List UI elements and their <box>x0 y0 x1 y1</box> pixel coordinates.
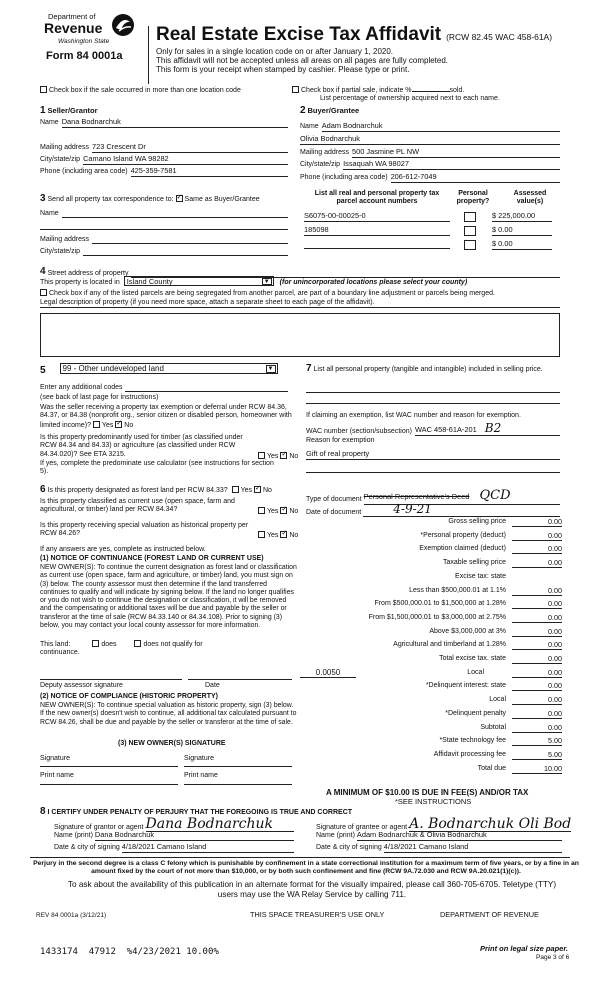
tax-row-label: Above $3,000,000 at 3% <box>429 627 506 635</box>
tax-row-value[interactable]: 0.00 <box>512 724 562 733</box>
owner-signature-label: Signature <box>40 755 70 762</box>
parcel-col-header: List all real and personal property tax parcel account numbers <box>314 190 440 206</box>
grantor-sig-row <box>54 818 294 832</box>
this-land-label: This land: <box>40 641 71 648</box>
grantor-date-field[interactable]: 4/18/2021 Camano Island <box>122 843 294 853</box>
current-use-question: Is this property classified as current use (open space, farm and agricultural, or timber) land per RCW 84.34? <box>40 498 235 514</box>
grantee-signature[interactable]: A. Bodnarchuk Oli Bod <box>409 816 572 832</box>
tax-row-label: From $500,000.01 to $1,500,000 at 1.28% <box>374 600 506 608</box>
notice2-title: (2) NOTICE OF COMPLIANCE (HISTORIC PROPERTY) <box>40 693 218 700</box>
grantor-name-label: Name (print) <box>54 832 93 840</box>
tax-row-label: Subtotal <box>480 723 506 731</box>
seller-name-row <box>40 118 288 128</box>
codes-note: (see back of last page for instructions) <box>40 394 159 401</box>
grantee-date-label: Date & city of signing <box>316 844 382 852</box>
tax-row-value[interactable]: 0.00 <box>512 600 562 609</box>
forest-no-checkbox[interactable] <box>254 486 261 493</box>
timber-yes-checkbox[interactable] <box>258 452 265 459</box>
chevron-down-icon[interactable]: ▼ <box>262 278 272 285</box>
minimum-note: A MINIMUM OF $10.00 IS DUE IN FEE(S) AND/OR TAX <box>326 788 529 797</box>
if-yes-note: If any answers are yes, complete as instructed below. <box>40 546 206 553</box>
codes-label: Enter any additional codes <box>40 384 123 391</box>
seller-name-field[interactable]: Dana Bodnarchuk <box>62 118 288 128</box>
seller-heading-text: Seller/Grantor <box>47 106 98 115</box>
county-select[interactable] <box>124 276 274 286</box>
tax-row-value[interactable]: 0.00 <box>512 641 562 650</box>
no-label: No <box>124 421 134 429</box>
yes-label: Yes <box>240 487 253 494</box>
historic-question: Is this property receiving special valuation as historical property per RCW 84.26? <box>40 522 249 538</box>
wac-handwritten: B2 <box>484 421 502 435</box>
doc-date-label: Date of document <box>306 509 362 516</box>
tax-row-value[interactable]: 0.00 <box>512 669 562 678</box>
section-number: 2 <box>300 105 306 116</box>
doc-date-handwritten: 4-9-21 <box>393 502 432 516</box>
does-not-checkbox[interactable] <box>134 640 141 647</box>
parcel-number-field[interactable]: S6075-00-00025-0 <box>304 212 450 222</box>
doc-type-label: Type of document <box>306 496 362 504</box>
grantee-date-field[interactable]: 4/18/2021 Camano Island <box>384 843 562 853</box>
no-label: No <box>263 487 272 494</box>
header-line1: Only for sales in a single location code on or after January 1, 2020. <box>156 47 394 56</box>
seller-name-label: Name <box>40 119 59 127</box>
title-text: Real Estate Excise Tax Affidavit <box>156 24 442 45</box>
same-as-buyer-checkbox[interactable] <box>176 195 183 202</box>
tax-row-label: *Personal property (deduct) <box>420 531 506 539</box>
grantee-name-field[interactable]: Adam Bodnarchuk & Olivia Bodnarchuk <box>357 831 562 841</box>
yes-label: Yes <box>267 508 279 515</box>
dept-revenue: DEPARTMENT OF REVENUE <box>440 910 539 919</box>
yes-label: Yes <box>267 453 279 460</box>
rev-number: REV 84 0001a (3/12/21) <box>36 912 107 919</box>
no-label: No <box>289 508 299 515</box>
exemption-question-text: Was the seller receiving a property tax exemption or deferral under RCW 84.36, 84.37, or 84.38 (nonprofit org., senior citizen or disabled person, homeowner with limited income)? <box>40 404 292 429</box>
tax-row-label: Local <box>467 668 484 676</box>
exemption-question <box>40 404 298 430</box>
forest-question <box>40 484 272 496</box>
page-number: Page 3 of 6 <box>536 954 570 961</box>
county-row <box>40 276 467 287</box>
tax-row-label: Total excise tax. state <box>439 655 506 662</box>
tax-row-label: Total due <box>477 764 506 772</box>
street-address-label: Street address of property <box>47 269 129 277</box>
grantor-name-row <box>54 831 294 841</box>
grantor-date-label: Date & city of signing <box>54 844 120 852</box>
see-instructions: *SEE INSTRUCTIONS <box>395 797 472 806</box>
parcel-row <box>304 212 560 223</box>
seller-mailing-field[interactable]: 723 Crescent Dr <box>92 143 288 153</box>
land-use-value: 99 - Other undeveloped land <box>62 364 164 373</box>
wac-value: WAC 458-61A-201 <box>414 425 477 434</box>
assessed-value-field[interactable]: $ 0.00 <box>492 240 552 250</box>
section-number: 7 <box>306 363 312 374</box>
dept-line2: Revenue <box>44 20 103 36</box>
seller-mailing-row <box>40 143 288 153</box>
no-label: No <box>289 453 299 460</box>
current-use-answers <box>258 507 298 516</box>
multi-location-label: Check box if the sale occurred in more than one location code <box>49 87 241 94</box>
historic-answers <box>258 531 298 540</box>
grantee-sig-label: Signature of grantee or agent <box>316 823 408 831</box>
tax-row-value[interactable]: 0.00 <box>512 682 562 691</box>
header-line3: This form is your receipt when stamped by cashier. Please type or print. <box>156 65 410 74</box>
legal-label: Legal description of property (if you need more space, attach a separate sheet to each page of the affidavit). <box>40 299 375 306</box>
seller-city-field[interactable]: Camano Island WA 98282 <box>83 155 288 165</box>
correspondence-heading-text: Send all property tax correspondence to: <box>47 196 174 203</box>
dor-emblem-icon <box>110 12 136 38</box>
section-number: 8 <box>40 806 46 817</box>
land-qualifies-row <box>40 640 203 649</box>
tax-row-label: Affidavit processing fee <box>433 750 506 758</box>
parcel-number-field[interactable]: 185098 <box>304 226 450 236</box>
owner-signature-label-2: Signature <box>184 755 214 762</box>
grantee-name-row <box>316 831 562 841</box>
seller-phone-label: Phone (including area code) <box>40 168 128 176</box>
grantee-name-label: Name (print) <box>316 832 355 840</box>
parcel-row <box>304 240 560 251</box>
section-number: 6 <box>40 484 46 495</box>
doc-date-row <box>306 502 560 517</box>
grantor-date-row <box>54 843 294 853</box>
yes-label: Yes <box>101 421 114 429</box>
buyer-phone-label: Phone (including area code) <box>300 174 388 182</box>
partial-sale-checkbox[interactable] <box>292 86 299 93</box>
forest-yes-checkbox[interactable] <box>232 486 239 493</box>
section-number: 3 <box>40 193 46 204</box>
tax-row-value[interactable]: 0.00 <box>512 532 562 541</box>
corr-city-label: City/state/zip <box>40 248 81 255</box>
exemption-note: If claiming an exemption, list WAC number and reason for exemption. <box>306 412 521 419</box>
does-not-label: does not qualify for <box>143 641 203 648</box>
codes-field[interactable] <box>125 384 289 392</box>
partial-sale-row <box>292 86 464 95</box>
personal-col-header: Personal property? <box>456 190 490 206</box>
tax-row-value[interactable]: 0.00 <box>512 628 562 637</box>
current-use-no-checkbox[interactable] <box>280 507 287 514</box>
buyer-name-row <box>300 122 560 132</box>
doc-type-handwritten: QCD <box>479 488 511 503</box>
grantor-signature[interactable]: Dana Bodnarchuk <box>146 818 294 832</box>
new-owner-sig-heading: (3) NEW OWNER(S) SIGNATURE <box>118 740 226 747</box>
legal-description-box[interactable] <box>40 313 560 357</box>
chevron-down-icon[interactable]: ▼ <box>266 365 276 373</box>
rcw-text: (RCW 82.45 WAC 458-61A) <box>446 32 553 42</box>
historic-yes-checkbox[interactable] <box>258 531 265 538</box>
certify-text: I CERTIFY UNDER PENALTY OF PERJURY THAT THE FOREGOING IS TRUE AND CORRECT <box>47 809 353 816</box>
assessed-value-field[interactable]: $ 225,000.00 <box>492 212 552 222</box>
notice2-text: NEW OWNER(S): To continue special valuation as historic property, sign (3) below. If the new owner(s) doesn't wish to continue, all additional tax calculated pursuant to RCW 84.26, shall be due and payable by the seller or transferor at the time of sale. <box>40 702 297 726</box>
tax-row-value[interactable]: 0.00 <box>512 545 562 554</box>
grantee-date-row <box>316 843 562 853</box>
county-label: This property is located in <box>40 279 120 286</box>
partial-sale-label: Check box if partial sale, indicate % <box>301 87 412 94</box>
timber-note: If yes, complete the predominate use calculator (see instructions for section 5). <box>40 460 274 476</box>
section-number: 5 <box>40 365 46 376</box>
buyer-heading <box>300 105 359 117</box>
correspondence-heading <box>40 193 260 205</box>
parcel-row <box>304 226 560 237</box>
owner-printname-label: Print name <box>40 772 74 779</box>
personal-property-heading-text: List all personal property (tangible and intangible) included in selling price. <box>313 366 543 373</box>
tax-row-value[interactable]: 10.00 <box>512 765 562 774</box>
county-value: Island County <box>126 277 173 286</box>
grantor-name-field[interactable]: Dana Bodnarchuk <box>95 831 294 841</box>
tax-row-value[interactable]: 0.00 <box>512 710 562 719</box>
tax-row-label: *State technology fee <box>439 737 506 745</box>
form-title <box>156 24 552 47</box>
corr-name-row <box>40 210 288 218</box>
tax-row-value[interactable]: 5.00 <box>512 751 562 760</box>
tax-row-label: From $1,500,000.01 to $3,000,000 at 2.75% <box>368 613 506 621</box>
section-number: 1 <box>40 105 46 116</box>
assessed-value-field[interactable]: $ 0.00 <box>492 226 552 236</box>
forest-question-text: Is this property designated as forest land per RCW 84.33? <box>47 487 228 494</box>
local-rate-field[interactable]: 0.0050 <box>300 668 356 679</box>
buyer-name2-row <box>300 135 560 145</box>
parcel-number-field[interactable] <box>304 240 450 249</box>
multi-location-checkbox-row <box>40 86 241 95</box>
alt-format-text: To ask about the availability of this publication in an alternate format for the visually impaired, please call 360-705-6705. Teletype (TTY) users may use the WA Relay Service by calling 711. <box>67 880 557 899</box>
dept-line3: Washington State <box>58 38 110 45</box>
corr-city-row <box>40 248 288 256</box>
personal-property-checkbox[interactable] <box>464 226 476 236</box>
tax-row-value[interactable]: 0.00 <box>512 696 562 705</box>
treasurer-note: THIS SPACE TREASURER'S USE ONLY <box>250 910 385 919</box>
segregated-row <box>40 289 495 298</box>
corr-mailing-label: Mailing address <box>40 236 90 243</box>
wac-label: WAC number (section/subsection) <box>306 428 412 435</box>
timber-question: Is this property predominantly used for timber (as classified under RCW 84.34 and 84.33) or agriculture (as classified under RCW 84.34.020)? See ETA 3215. <box>40 434 243 458</box>
historic-no-checkbox[interactable] <box>280 531 287 538</box>
assessed-col-header: Assessed value(s) <box>513 190 547 206</box>
tax-row-label: Excise tax: state <box>455 572 506 580</box>
buyer-phone-row <box>300 173 560 183</box>
exemption-no-checkbox[interactable] <box>115 421 122 428</box>
continuance-label: continuance. <box>40 649 80 656</box>
tax-row-value[interactable]: 0.00 <box>512 614 562 623</box>
tax-row-value[interactable]: 0.00 <box>512 518 562 527</box>
tax-row-label: *Delinquent penalty <box>445 709 506 717</box>
personal-property-checkbox[interactable] <box>464 212 476 222</box>
corr-name-label: Name <box>40 210 59 217</box>
tax-row-label: Local <box>489 696 506 704</box>
land-use-row <box>40 363 278 377</box>
corr-mailing-field[interactable] <box>92 236 288 244</box>
same-as-buyer-label: Same as Buyer/Grantee <box>184 196 260 203</box>
doc-date-field[interactable] <box>363 502 560 517</box>
land-use-select[interactable] <box>60 363 278 374</box>
buyer-city-label: City/state/zip <box>300 161 341 169</box>
segregated-label: Check box if any of the listed parcels are being segregated from another parcel, are part of a boundary line adjustment or parcels being merged. <box>49 290 495 297</box>
tax-row-label: Less than $500,000.01 at 1.1% <box>409 586 506 594</box>
tax-row-label: Agricultural and timberland at 1.28% <box>393 641 506 649</box>
tax-table <box>300 518 562 780</box>
doc-type-struck: Personal Representative's Deed <box>363 492 470 501</box>
additional-codes-row <box>40 384 288 392</box>
corr-mailing-row <box>40 236 288 244</box>
reason-label: Reason for exemption <box>306 437 375 444</box>
buyer-city-field[interactable]: Issaquah WA 98027 <box>343 160 560 170</box>
grantor-sig-label: Signature of grantor or agent <box>54 823 144 831</box>
seller-city-label: City/state/zip <box>40 156 81 164</box>
buyer-name1-field[interactable]: Adam Bodnarchuk <box>322 122 560 132</box>
cashier-stamp: 1433174 47912 %4/23/2021 10.00% <box>40 947 219 957</box>
section-number: 4 <box>40 266 46 277</box>
tax-row-label: *Delinquent interest: state <box>425 682 506 690</box>
buyer-name-label: Name <box>300 123 319 131</box>
header-line2: This affidavit will not be accepted unless all areas on all pages are fully completed. <box>156 56 449 65</box>
tax-row-label: Exemption claimed (deduct) <box>419 545 506 553</box>
does-checkbox[interactable] <box>92 640 99 647</box>
wac-row <box>306 421 560 436</box>
exemption-yes-checkbox[interactable] <box>93 421 100 428</box>
dept-line1: Department of <box>48 12 96 21</box>
corr-city-field[interactable] <box>83 248 288 256</box>
percentage-note: List percentage of ownership acquired next to each name. <box>320 95 500 102</box>
tax-row-value[interactable]: 5.00 <box>512 737 562 746</box>
timber-no-checkbox[interactable] <box>280 452 287 459</box>
wac-field[interactable] <box>415 421 560 436</box>
tax-row-value[interactable]: 0.00 <box>512 655 562 664</box>
form-number: Form 84 0001a <box>46 50 123 62</box>
buyer-heading-text: Buyer/Grantee <box>307 106 360 115</box>
unincorporated-note: (for unincorporated locations please select your county) <box>279 279 468 286</box>
buyer-phone-field[interactable]: 206-612-7049 <box>391 173 560 183</box>
seller-heading <box>40 105 98 117</box>
buyer-mailing-label: Mailing address <box>300 149 350 157</box>
seller-mailing-label: Mailing address <box>40 144 90 152</box>
notice1-title: (1) NOTICE OF CONTINUANCE (FOREST LAND OR CURRENT USE) <box>40 555 264 562</box>
personal-property-checkbox[interactable] <box>464 240 476 250</box>
buyer-mailing-row <box>300 148 560 158</box>
corr-name-field[interactable] <box>62 210 288 218</box>
buyer-city-row <box>300 160 560 170</box>
sold-label: sold. <box>449 87 465 94</box>
yes-label: Yes <box>267 532 279 539</box>
multi-location-checkbox[interactable] <box>40 86 47 93</box>
seller-city-row <box>40 155 288 165</box>
notice1-text: NEW OWNER(S): To continue the current designation as forest land or classification as current use (open space, farm and agriculture, or timber) land, you must sign on (3) below. The county assessor must then determine if the land transferred continues to qualify and will indicate by signing below. If the land no longer qualifies or you do not wish to continue the designation or classification, it will be removed and the compensating or additional taxes will be due and payable by the seller or transferor at the time of sale (RCW 84.33.140 or 84.34.108). Prior to signing (3) below, you may contact your local county assessor for more information. <box>40 564 297 629</box>
tax-row-label: Gross selling price <box>448 518 506 525</box>
tax-row-label: Taxable selling price <box>442 559 506 567</box>
no-label: No <box>289 532 299 539</box>
tax-row-value[interactable]: 0.00 <box>512 559 562 568</box>
does-label: does <box>101 641 117 648</box>
buyer-name2-field[interactable]: Olivia Bodnarchuk <box>300 135 560 145</box>
seller-phone-row <box>40 167 288 177</box>
reason-field[interactable]: Gift of real property <box>306 449 370 458</box>
deputy-date-label: Date <box>205 682 220 689</box>
buyer-mailing-field[interactable]: 500 Jasmine PL NW <box>352 148 560 158</box>
seller-phone-field[interactable]: 425-359-7581 <box>131 167 288 177</box>
tax-row-value[interactable]: 0.00 <box>512 587 562 596</box>
print-legal: Print on legal size paper. <box>480 944 568 953</box>
current-use-yes-checkbox[interactable] <box>258 507 265 514</box>
perjury-text: Perjury in the second degree is a class C felony which is punishable by confinement in a state correctional institution for a maximum term of five years, or by a fine in an amount fixed by the court of not more than $10,000, or by both such confinement and fine (RCW 9A.72.030 and RCW 9A.20.021(1)(c)). <box>33 860 579 876</box>
deputy-signature-label: Deputy assessor signature <box>40 682 123 689</box>
dor-logo <box>40 10 140 82</box>
segregated-checkbox[interactable] <box>40 289 47 296</box>
personal-property-heading <box>306 363 560 375</box>
owner-printname-label-2: Print name <box>184 772 218 779</box>
